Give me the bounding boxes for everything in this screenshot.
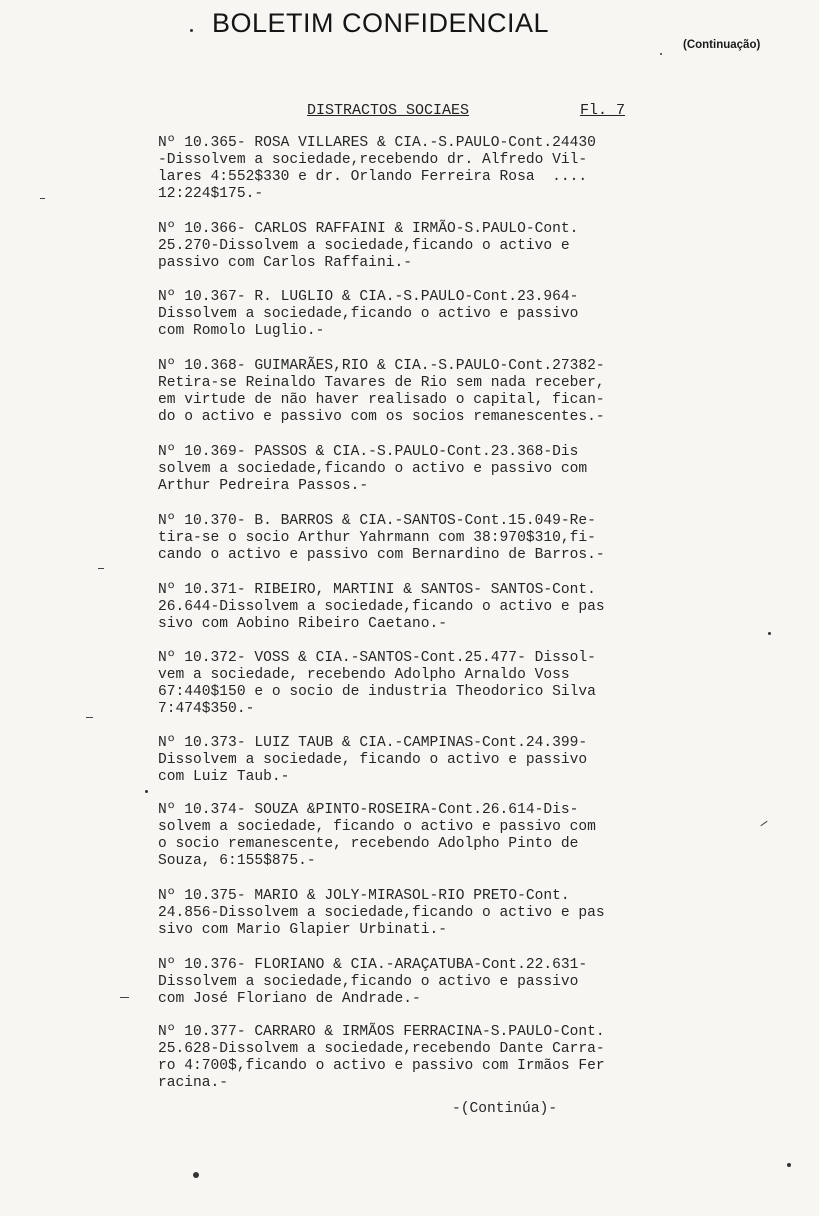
scan-speck: [190, 29, 193, 32]
scan-mark: [98, 568, 104, 569]
scan-speck: [145, 790, 148, 793]
scan-speck: [787, 1163, 791, 1167]
entry-10369: Nº 10.369- PASSOS & CIA.-S.PAULO-Cont.23.368-Dis solvem a sociedade,ficando o activo e passivo com Arthur Pedreira Passos.-: [158, 444, 588, 494]
header-note: (Continuação): [683, 39, 761, 51]
scan-speck: [768, 632, 771, 635]
entry-10375: Nº 10.375- MARIO & JOLY-MIRASOL-RIO PRETO-Cont. 24.856-Dissolvem a sociedade,ficando o activo e pas sivo com Mario Glapier Urbinati.-: [158, 888, 605, 938]
scan-mark: [120, 997, 129, 998]
section-title: DISTRACTOS SOCIAES: [307, 102, 470, 119]
entry-10366: Nº 10.366- CARLOS RAFFAINI & IRMÃO-S.PAULO-Cont. 25.270-Dissolvem a sociedade,ficando o activo e passivo com Carlos Raffaini.-: [158, 221, 579, 271]
header-title: BOLETIM CONFIDENCIAL: [212, 8, 550, 38]
continued-footer: -(Continúa)-: [452, 1101, 558, 1117]
entry-10377: Nº 10.377- CARRARO & IRMÃOS FERRACINA-S.PAULO-Cont. 25.628-Dissolvem a sociedade,recebendo Dante Carra- ro 4:700$,ficando o activo e passivo com Irmãos Fer racina.-: [158, 1024, 605, 1091]
entry-10376: Nº 10.376- FLORIANO & CIA.-ARAÇATUBA-Cont.22.631- Dissolvem a sociedade,ficando o activo e passivo com José Floriano de Andrade.-: [158, 957, 588, 1007]
entry-10368: Nº 10.368- GUIMARÃES,RIO & CIA.-S.PAULO-Cont.27382- Retira-se Reinaldo Tavares de Rio sem nada receber, em virtude de não haver realisado o capital, fican- do o activo e passivo com os socios remanescentes.-: [158, 358, 605, 425]
scan-mark: [760, 821, 767, 826]
scan-mark: [40, 198, 45, 199]
scan-speck: [660, 53, 662, 55]
entry-10365: Nº 10.365- ROSA VILLARES & CIA.-S.PAULO-Cont.24430 -Dissolvem a sociedade,recebendo dr. Alfredo Vil- lares 4:552$330 e dr. Orlando Ferreira Rosa .... 12:224$175.-: [158, 135, 596, 202]
scan-mark: [86, 717, 93, 718]
entry-10370: Nº 10.370- B. BARROS & CIA.-SANTOS-Cont.15.049-Re- tira-se o socio Arthur Yahrmann com 38:970$310,fi- cando o activo e passivo com Bernardino de Barros.-: [158, 513, 605, 563]
entry-10367: Nº 10.367- R. LUGLIO & CIA.-S.PAULO-Cont.23.964- Dissolvem a sociedade,ficando o activo e passivo com Romolo Luglio.-: [158, 289, 579, 339]
entry-10372: Nº 10.372- VOSS & CIA.-SANTOS-Cont.25.477- Dissol- vem a sociedade, recebendo Adolpho Arnaldo Voss 67:440$150 e o socio de industria Theodorico Silva 7:474$350.-: [158, 650, 596, 717]
entry-10371: Nº 10.371- RIBEIRO, MARTINI & SANTOS- SANTOS-Cont. 26.644-Dissolvem a sociedade,ficando o activo e pas sivo com Aobino Ribeiro Caetano.-: [158, 582, 605, 632]
entry-10373: Nº 10.373- LUIZ TAUB & CIA.-CAMPINAS-Cont.24.399- Dissolvem a sociedade, ficando o activo e passivo com Luiz Taub.-: [158, 735, 588, 785]
folio-number: Fl. 7: [580, 102, 626, 119]
entry-10374: Nº 10.374- SOUZA &PINTO-ROSEIRA-Cont.26.614-Dis- solvem a sociedade, ficando o activo e passivo com o socio remanescente, recebendo Adolpho Pinto de Souza, 6:155$875.-: [158, 802, 596, 869]
scan-speck: [193, 1172, 199, 1178]
